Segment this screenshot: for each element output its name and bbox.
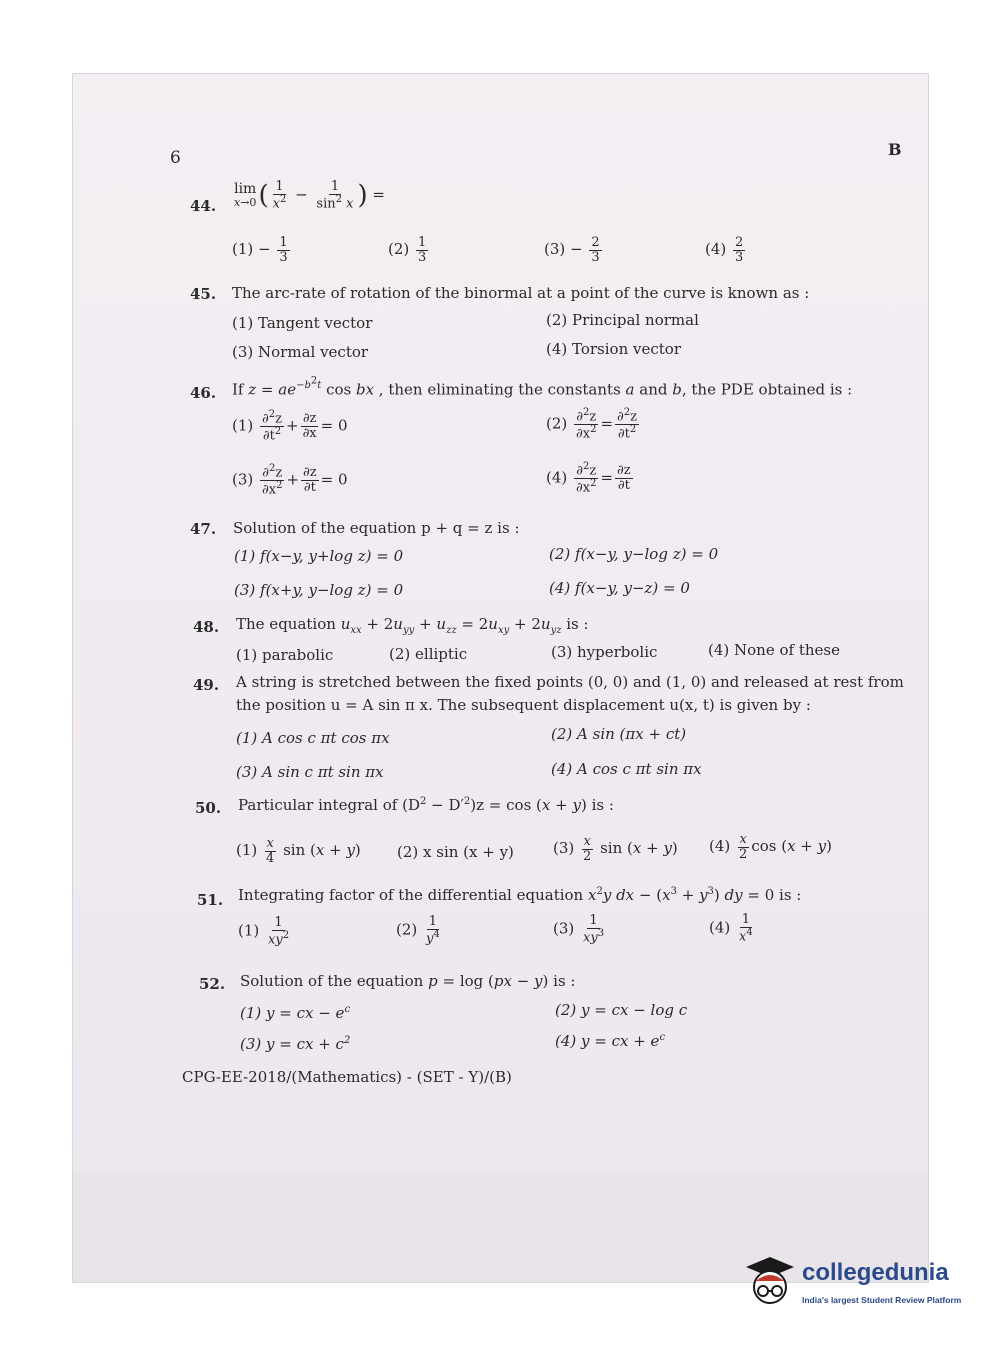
question-52-text: Solution of the equation p = log (px − y) is :: [240, 972, 576, 990]
q47-option-2: (2) f(x−y, y−log z) = 0: [549, 545, 719, 563]
q48-option-4: (4) None of these: [708, 641, 840, 659]
question-51-number: 51.: [197, 891, 224, 909]
q45-option-3: (3) Normal vector: [232, 343, 369, 361]
q49-option-4: (4) A cos c πt sin πx: [551, 760, 702, 778]
collegedunia-logo: [742, 1253, 982, 1313]
q52-option-3: (3) y = cx + $c^2$: [240, 1035, 351, 1053]
q51-option-1: (1) $\frac{1}{xy^2}$: [238, 915, 290, 947]
brand-name: collegedunia: [802, 1259, 949, 1286]
question-47-text: Solution of the equation p + q = z is :: [233, 519, 520, 537]
page-number: 6: [170, 148, 181, 168]
question-48-number: 48.: [193, 618, 220, 636]
question-49-number: 49.: [193, 676, 220, 694]
q46-option-2: (2) $\frac{\partial^2z}{\partial x^2}$ = $\frac{\partial^2z}{\partial t^2}$: [546, 407, 638, 442]
q47-option-1: (1) f(x−y, y+log z) = 0: [234, 547, 404, 565]
q49-option-1: (1) A cos c πt cos πx: [236, 729, 390, 747]
question-45-text: The arc-rate of rotation of the binormal at a point of the curve is known as :: [232, 284, 810, 302]
q50-option-2: (2) x sin (x + y): [397, 843, 514, 861]
question-44-number: 44.: [190, 197, 217, 215]
q44-option-4: (4) $\frac{2}{3}$: [705, 235, 744, 265]
q48-option-1: (1) parabolic: [236, 646, 334, 664]
q46-option-3: (3) $\frac{\partial^2z}{\partial x^2}$ + $\frac{\partial z}{\partial t}$ = 0: [232, 463, 348, 498]
q49-option-2: (2) A sin (πx + ct): [551, 725, 687, 743]
q52-option-2: (2) y = cx − log c: [555, 1001, 688, 1019]
question-45-number: 45.: [190, 285, 217, 303]
q47-option-4: (4) f(x−y, y−z) = 0: [549, 579, 690, 597]
q49-option-3: (3) A sin c πt sin πx: [236, 763, 384, 781]
q51-option-4: (4) $\frac{1}{x^4}$: [709, 912, 753, 944]
q52-option-4: (4) y = cx + $e^c$: [555, 1032, 666, 1050]
q50-option-3: (3) $\frac{x}{2}$ sin (x + y): [553, 834, 678, 864]
q50-option-4: (4) $\frac{x}{2}$ cos (x + y): [709, 832, 832, 862]
q51-option-3: (3) $\frac{1}{xy^3}$: [553, 913, 605, 945]
brand-tagline: India's largest Student Review Platform: [802, 1295, 962, 1305]
q46-option-1: (1) $\frac{\partial^2z}{\partial t^2}$ + $\frac{\partial z}{\partial x}$ = 0: [232, 409, 348, 444]
question-52-number: 52.: [199, 975, 226, 993]
q45-option-4: (4) Torsion vector: [546, 340, 681, 358]
q48-option-2: (2) elliptic: [389, 645, 468, 663]
set-letter: B: [888, 140, 902, 159]
question-50-text: Particular integral of $(D^2 - D'^2)z = \cos (x + y)$ is :: [238, 796, 614, 814]
q44-option-1: (1) − $\frac{1}{3}$: [232, 235, 288, 265]
question-49-text-line2: the position u = A sin π x. The subsequent displacement u(x, t) is given by :: [236, 696, 811, 714]
q45-option-2: (2) Principal normal: [546, 311, 699, 329]
mascot-icon: [742, 1253, 798, 1313]
q48-option-3: (3) hyperbolic: [551, 643, 658, 661]
question-46-number: 46.: [190, 384, 217, 402]
q45-option-1: (1) Tangent vector: [232, 314, 373, 332]
q46-option-4: (4) $\frac{\partial^2z}{\partial x^2}$ = $\frac{\partial z}{\partial t}$: [546, 461, 631, 496]
question-51-text: Integrating factor of the differential equation $x^2y$ dx − $(x^3 + y^3)$ dy = 0 is :: [238, 886, 802, 904]
question-44-expression: lim x→0 ( $\frac{1}{x^2}$ − $\frac{1}{\sin^2 x}$ ) =: [234, 179, 385, 211]
q50-option-1: (1) $\frac{x}{4}$ sin (x + y): [236, 836, 361, 866]
question-50-number: 50.: [195, 799, 222, 817]
q47-option-3: (3) f(x+y, y−log z) = 0: [234, 581, 404, 599]
question-46-text: If $z = ae^{-b^2t}$ cos bx , then eliminating the constants a and b, the PDE obtained is :: [232, 376, 853, 399]
question-49-text-line1: A string is stretched between the fixed points (0, 0) and (1, 0) and released at rest from: [236, 673, 904, 691]
exam-footer-code: CPG-EE-2018/(Mathematics) - (SET - Y)/(B): [182, 1068, 512, 1086]
question-47-number: 47.: [190, 520, 217, 538]
question-48-text: The equation $u_{xx} + 2u_{yy} + u_{zz} = 2u_{xy} + 2u_{yz}$ is :: [236, 615, 589, 636]
q52-option-1: (1) y = cx − $e^c$: [240, 1004, 351, 1022]
q44-option-2: (2) $\frac{1}{3}$: [388, 235, 427, 265]
q51-option-2: (2) $\frac{1}{y^4}$: [396, 914, 440, 946]
q44-option-3: (3) − $\frac{2}{3}$: [544, 235, 600, 265]
